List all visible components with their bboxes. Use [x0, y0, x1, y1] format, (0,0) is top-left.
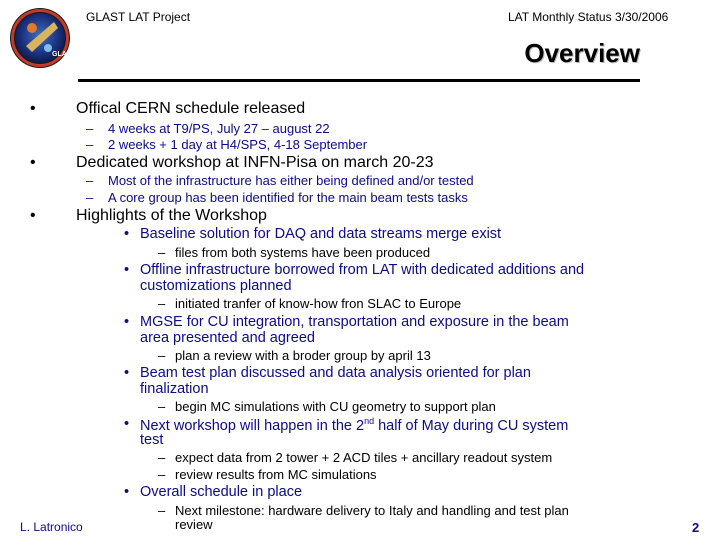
sub-item: review results from MC simulations: [175, 467, 377, 482]
sub-item: expect data from 2 tower + 2 ACD tiles + ancillary readout system: [175, 450, 553, 465]
sub-item: files from both systems have been produced: [175, 245, 431, 260]
highlight-item: Beam test plan discussed and data analysis oriented for plan: [140, 365, 531, 381]
dash-marker: –: [158, 503, 166, 518]
bullet-pisa-workshop: Dedicated workshop at INFN-Pisa on march 20-23: [76, 154, 434, 171]
bullet-cern-schedule: Offical CERN schedule released: [76, 100, 306, 117]
highlight-item: [140, 416, 568, 434]
sub-item: A core group has been identified for the main beam tests tasks: [108, 190, 468, 205]
author-name: L. Latronico: [20, 520, 83, 534]
highlight-text: Next workshop will happen in the 2: [140, 417, 365, 434]
page-title: Overview: [524, 38, 640, 68]
project-name: GLAST LAT Project: [86, 10, 191, 24]
bullet-marker: •: [30, 207, 36, 224]
dash-marker: –: [158, 245, 166, 260]
dash-marker: –: [86, 121, 94, 136]
sub-item: 2 weeks + 1 day at H4/SPS, 4-18 September: [108, 137, 368, 152]
sub-item: initiated tranfer of know-how fron SLAC to Europe: [175, 296, 462, 311]
dash-marker: –: [158, 296, 166, 311]
bullet-marker: •: [124, 314, 130, 330]
highlight-text: half of May during CU system: [374, 417, 569, 434]
dash-marker: –: [86, 173, 94, 188]
bullet-marker: •: [30, 100, 36, 117]
status-date: LAT Monthly Status 3/30/2006: [508, 10, 669, 24]
bullet-marker: •: [124, 416, 130, 432]
highlight-item-continued: area presented and agreed: [140, 330, 315, 346]
dash-marker: –: [86, 190, 94, 205]
dash-marker: –: [86, 137, 94, 152]
bullet-workshop-highlights: Highlights of the Workshop: [76, 207, 267, 224]
bullet-marker: •: [124, 262, 130, 278]
dash-marker: –: [158, 399, 166, 414]
highlight-item-continued: customizations planned: [140, 278, 292, 294]
highlight-item: Offline infrastructure borrowed from LAT with dedicated additions and: [140, 262, 585, 278]
highlight-item: Baseline solution for DAQ and data streams merge exist: [140, 226, 502, 242]
highlight-item: MGSE for CU integration, transportation and exposure in the beam: [140, 314, 569, 330]
bullet-marker: •: [124, 484, 130, 500]
dash-marker: –: [158, 450, 166, 465]
sub-item: 4 weeks at T9/PS, July 27 – august 22: [108, 121, 330, 136]
page-number: 2: [692, 520, 700, 535]
bullet-marker: •: [30, 154, 36, 171]
sub-item: Next milestone: hardware delivery to Italy and handling and test plan: [175, 503, 569, 518]
sub-item: plan a review with a broder group by april 13: [175, 348, 431, 363]
sub-item: Most of the infrastructure has either being defined and/or tested: [108, 173, 474, 188]
bullet-marker: •: [124, 226, 130, 242]
sub-item-continued: review: [175, 517, 213, 532]
highlight-item-continued: finalization: [140, 381, 209, 397]
glast-mission-patch-icon: [8, 6, 76, 70]
ordinal-suffix: nd: [364, 416, 375, 426]
dash-marker: –: [158, 348, 166, 363]
bullet-marker: •: [124, 365, 130, 381]
dash-marker: –: [158, 467, 166, 482]
sub-item: begin MC simulations with CU geometry to support plan: [175, 399, 496, 414]
svg-text:GLAST: GLAST: [52, 51, 76, 58]
highlight-item-continued: test: [140, 432, 164, 448]
highlight-item: Overall schedule in place: [140, 484, 303, 500]
title-divider: [78, 79, 640, 82]
